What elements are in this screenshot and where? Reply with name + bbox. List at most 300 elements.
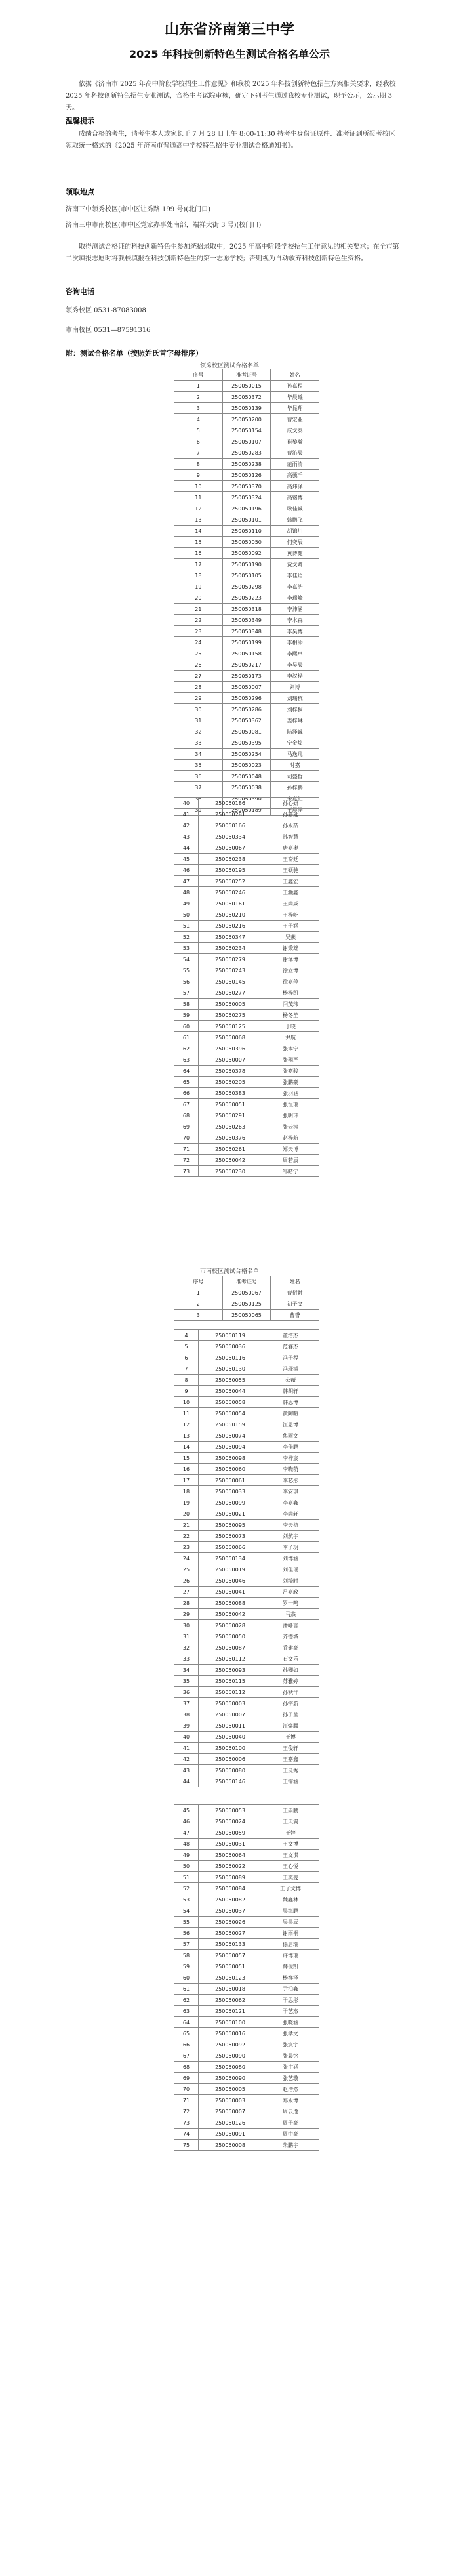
col-header-index: 序号 <box>174 369 223 381</box>
cell-exam-id: 250050060 <box>199 1464 262 1475</box>
table-row <box>174 932 319 943</box>
cell-exam-id: 250050130 <box>199 1363 262 1375</box>
table-row <box>174 1816 319 1827</box>
cell-name: 孙嘉延 <box>262 809 319 820</box>
cell-name: 王霈涵 <box>262 1776 319 1787</box>
cell-index: 5 <box>174 1341 199 1352</box>
table-row <box>174 1553 319 1564</box>
col-header-name: 姓名 <box>271 369 319 381</box>
cell-index: 71 <box>174 1144 199 1155</box>
table-row <box>174 820 319 831</box>
table-row <box>174 1905 319 1917</box>
cell-name: 李熙卓 <box>271 648 319 659</box>
cell-exam-id: 250050254 <box>222 749 271 760</box>
cell-name: 张本宁 <box>262 1043 319 1054</box>
cell-index: 54 <box>174 1905 199 1917</box>
cell-name: 李芯彤 <box>262 1475 319 1486</box>
cell-index: 74 <box>174 2129 199 2140</box>
cell-index: 31 <box>174 1631 199 1642</box>
table-row <box>174 537 319 548</box>
table-row <box>174 854 319 865</box>
cell-index: 29 <box>174 693 223 704</box>
cell-exam-id: 250050238 <box>199 854 262 865</box>
table-row <box>174 1330 319 1341</box>
cell-exam-id: 250050067 <box>199 842 262 854</box>
table-row <box>174 1464 319 1475</box>
cell-name: 杨冬笙 <box>262 1010 319 1021</box>
table-row <box>174 1132 319 1144</box>
cell-name: 刘瑞杭 <box>271 693 319 704</box>
cell-exam-id: 250050298 <box>222 581 271 592</box>
cell-exam-id: 250050068 <box>199 1032 262 1043</box>
cell-index: 20 <box>174 1508 199 1520</box>
table-shinan-part2 <box>174 1329 319 1787</box>
cell-exam-id: 250050037 <box>199 1905 262 1917</box>
cell-exam-id: 250050015 <box>222 381 271 392</box>
cell-exam-id: 250050026 <box>199 1917 262 1928</box>
cell-exam-id: 250050090 <box>199 2073 262 2084</box>
cell-name: 冯子程 <box>262 1352 319 1363</box>
cell-exam-id: 250050217 <box>222 659 271 671</box>
cell-name: 时嘉 <box>271 760 319 771</box>
table-row <box>174 782 319 793</box>
cell-name: 张明玮 <box>262 1110 319 1121</box>
cell-name: 徐启瑞 <box>262 1939 319 1950</box>
cell-name: 孙永喆 <box>262 820 319 831</box>
cell-exam-id: 250050080 <box>199 1765 262 1776</box>
cell-name: 成文泰 <box>271 425 319 436</box>
table-row <box>174 1928 319 1939</box>
table-row <box>174 749 319 760</box>
cell-index: 49 <box>174 898 199 909</box>
cell-index: 41 <box>174 809 199 820</box>
cell-name: 崔黎瀚 <box>271 436 319 447</box>
cell-index: 41 <box>174 1743 199 1754</box>
table-row <box>174 809 319 820</box>
phone-heading: 咨询电话 <box>66 287 94 296</box>
cell-name: 赵浩然 <box>262 2084 319 2095</box>
cell-index: 60 <box>174 1021 199 1032</box>
cell-name: 张晨铭 <box>262 2050 319 2062</box>
table-row <box>174 570 319 581</box>
cell-exam-id: 250050061 <box>199 1475 262 1486</box>
cell-index: 47 <box>174 876 199 887</box>
cell-index: 38 <box>174 793 223 804</box>
cell-exam-id: 250050062 <box>199 1995 262 2006</box>
table-row <box>174 1010 319 1021</box>
cell-exam-id: 250050051 <box>199 1099 262 1110</box>
cell-index: 27 <box>174 671 223 682</box>
cell-exam-id: 250050324 <box>222 492 271 503</box>
cell-exam-id: 250050092 <box>222 548 271 559</box>
cell-exam-id: 250050064 <box>199 1850 262 1861</box>
cell-name: 李梓宸 <box>262 1453 319 1464</box>
cell-index: 10 <box>174 481 223 492</box>
table-row <box>174 842 319 854</box>
cell-exam-id: 250050065 <box>222 1310 271 1321</box>
cell-index: 27 <box>174 1587 199 1598</box>
cell-index: 60 <box>174 1972 199 1984</box>
table-row <box>174 2106 319 2117</box>
cell-name: 王灏鑫 <box>262 887 319 898</box>
cell-index: 36 <box>174 771 223 782</box>
cell-index: 14 <box>174 1442 199 1453</box>
table-row <box>174 2140 319 2151</box>
cell-exam-id: 250050133 <box>199 1939 262 1950</box>
table-row <box>174 1542 319 1553</box>
cell-name: 于艺杰 <box>262 2006 319 2017</box>
cell-exam-id: 250050048 <box>222 771 271 782</box>
cell-index: 56 <box>174 976 199 987</box>
table-row <box>174 1984 319 1995</box>
cell-name: 张宇涵 <box>262 2062 319 2073</box>
cell-name: 王子文博 <box>262 1883 319 1894</box>
cell-exam-id: 250050275 <box>199 1010 262 1021</box>
table-row <box>174 999 319 1010</box>
table-row <box>174 503 319 514</box>
table-row <box>174 1598 319 1609</box>
cell-index: 26 <box>174 659 223 671</box>
table-row <box>174 2028 319 2039</box>
table-row <box>174 2039 319 2050</box>
table-row <box>174 470 319 481</box>
cell-index: 19 <box>174 581 223 592</box>
cell-name: 王子涵 <box>262 921 319 932</box>
table-row <box>174 693 319 704</box>
cell-index: 39 <box>174 804 223 816</box>
cell-index: 52 <box>174 1883 199 1894</box>
cell-index: 17 <box>174 1475 199 1486</box>
table-row <box>174 1631 319 1642</box>
cell-name: 王裔廷 <box>262 854 319 865</box>
cell-name: 赵梓航 <box>262 1132 319 1144</box>
cell-name: 孙子莹 <box>262 1709 319 1720</box>
cell-index: 28 <box>174 1598 199 1609</box>
cell-index: 1 <box>174 1287 223 1298</box>
cell-index: 9 <box>174 470 223 481</box>
table-row <box>174 1110 319 1121</box>
cell-name: 乔建豪 <box>262 1642 319 1653</box>
cell-exam-id: 250050234 <box>199 943 262 954</box>
col-header-exam-id: 准考证号 <box>222 1276 271 1287</box>
cell-exam-id: 250050107 <box>222 436 271 447</box>
cell-index: 26 <box>174 1575 199 1587</box>
table-row <box>174 615 319 626</box>
cell-exam-id: 250050067 <box>222 1287 271 1298</box>
cell-name: 吴昊辰 <box>262 1917 319 1928</box>
table-row <box>174 704 319 715</box>
table-row <box>174 1850 319 1861</box>
cell-name: 毕晨曦 <box>271 392 319 403</box>
table-row <box>174 1917 319 1928</box>
cell-name: 张晓涵 <box>262 2017 319 2028</box>
table-row <box>174 1408 319 1419</box>
table-row <box>174 1419 319 1430</box>
cell-index: 64 <box>174 1066 199 1077</box>
cell-exam-id: 250050161 <box>199 898 262 909</box>
cell-name: 王硕驰 <box>262 865 319 876</box>
cell-exam-id: 250050051 <box>199 1961 262 1972</box>
notice-heading: 温馨提示 <box>66 117 94 125</box>
table-row <box>174 1894 319 1905</box>
cell-exam-id: 250050101 <box>222 514 271 526</box>
cell-name: 罗一鸣 <box>262 1598 319 1609</box>
cell-index: 40 <box>174 798 199 809</box>
cell-name: 杨梓凯 <box>262 987 319 999</box>
cell-exam-id: 250050154 <box>222 425 271 436</box>
table-row <box>174 1972 319 1984</box>
cell-exam-id: 250050279 <box>199 954 262 965</box>
cell-index: 12 <box>174 503 223 514</box>
cell-name: 刘航宇 <box>262 1531 319 1542</box>
cell-index: 73 <box>174 1166 199 1177</box>
cell-index: 11 <box>174 1408 199 1419</box>
cell-exam-id: 250050054 <box>199 1408 262 1419</box>
cell-index: 22 <box>174 615 223 626</box>
cell-exam-id: 250050159 <box>199 1419 262 1430</box>
cell-exam-id: 250050115 <box>199 1676 262 1687</box>
cell-name: 刘佳瑶 <box>262 1564 319 1575</box>
table-row <box>174 1720 319 1732</box>
cell-exam-id: 250050362 <box>222 715 271 726</box>
cell-name: 马逸凡 <box>271 749 319 760</box>
cell-name: 徐立博 <box>262 965 319 976</box>
cell-name: 公薇 <box>262 1375 319 1386</box>
cell-exam-id: 250050007 <box>199 1709 262 1720</box>
table-row <box>174 2117 319 2129</box>
cell-exam-id: 250050126 <box>199 2117 262 2129</box>
cell-exam-id: 250050095 <box>199 1520 262 1531</box>
table-row <box>174 1665 319 1676</box>
table-lingxiu-part1 <box>174 369 319 816</box>
cell-exam-id: 250050173 <box>222 671 271 682</box>
cell-exam-id: 250050186 <box>199 798 262 809</box>
table-row <box>174 671 319 682</box>
cell-index: 33 <box>174 1653 199 1665</box>
phone-number-1: 领秀校区 0531-87083008 <box>66 307 146 314</box>
cell-exam-id: 250050066 <box>199 1542 262 1553</box>
table-row <box>174 559 319 570</box>
cell-exam-id: 250050098 <box>199 1453 262 1464</box>
table-row <box>174 1827 319 1839</box>
table-row <box>174 459 319 470</box>
cell-exam-id: 250050059 <box>199 1827 262 1839</box>
table-row <box>174 1497 319 1508</box>
cell-exam-id: 250050007 <box>199 2106 262 2117</box>
cell-index: 65 <box>174 1077 199 1088</box>
cell-index: 32 <box>174 726 223 737</box>
cell-name: 李天杭 <box>262 1520 319 1531</box>
cell-index: 7 <box>174 447 223 459</box>
cell-index: 10 <box>174 1397 199 1408</box>
table-row <box>174 492 319 503</box>
cell-name: 徐嘉萍 <box>262 976 319 987</box>
cell-index: 71 <box>174 2095 199 2106</box>
cell-index: 50 <box>174 1861 199 1872</box>
cell-index: 39 <box>174 1720 199 1732</box>
cell-name: 黄博健 <box>271 548 319 559</box>
cell-name: 韩鹏飞 <box>271 514 319 526</box>
cell-exam-id: 250050125 <box>199 1021 262 1032</box>
table-row <box>174 1531 319 1542</box>
cell-exam-id: 250050281 <box>199 809 262 820</box>
cell-index: 18 <box>174 570 223 581</box>
cell-exam-id: 250050134 <box>199 1553 262 1564</box>
table-row <box>174 1609 319 1620</box>
cell-name: 谢泽博 <box>262 954 319 965</box>
cell-index: 8 <box>174 459 223 470</box>
cell-name: 贾文卿 <box>271 559 319 570</box>
cell-index: 9 <box>174 1386 199 1397</box>
table-row <box>174 1687 319 1698</box>
cell-index: 11 <box>174 492 223 503</box>
cell-index: 72 <box>174 2106 199 2117</box>
cell-name: 孙智慧 <box>262 831 319 842</box>
cell-name: 王崇鹏 <box>262 1805 319 1816</box>
cell-name: 刘漪时 <box>262 1575 319 1587</box>
cell-exam-id: 250050121 <box>199 2006 262 2017</box>
table-row <box>174 514 319 526</box>
table-row <box>174 592 319 604</box>
cell-exam-id: 250050230 <box>199 1166 262 1177</box>
table-row <box>174 1088 319 1099</box>
cell-index: 42 <box>174 1754 199 1765</box>
table-row <box>174 976 319 987</box>
cell-index: 46 <box>174 865 199 876</box>
cell-name: 王天翼 <box>262 1816 319 1827</box>
cell-exam-id: 250050088 <box>199 1598 262 1609</box>
cell-exam-id: 250050024 <box>199 1816 262 1827</box>
cell-exam-id: 250050291 <box>199 1110 262 1121</box>
cell-exam-id: 250050005 <box>199 999 262 1010</box>
cell-index: 43 <box>174 1765 199 1776</box>
cell-name: 魏鑫林 <box>262 1894 319 1905</box>
table-row <box>174 865 319 876</box>
cell-exam-id: 250050116 <box>199 1352 262 1363</box>
cell-exam-id: 250050146 <box>199 1776 262 1787</box>
cell-name: 王晨泽 <box>271 804 319 816</box>
cell-name: 孙心妍 <box>262 798 319 809</box>
table-row <box>174 965 319 976</box>
cell-exam-id: 250050080 <box>199 2062 262 2073</box>
cell-index: 68 <box>174 1110 199 1121</box>
cell-name: 高铭博 <box>271 492 319 503</box>
cell-name: 谢秉雄 <box>262 943 319 954</box>
cell-name: 苏雅婷 <box>262 1676 319 1687</box>
table-row <box>174 1287 319 1298</box>
cell-exam-id: 250050216 <box>199 921 262 932</box>
cell-exam-id: 250050044 <box>199 1386 262 1397</box>
table-row <box>174 1310 319 1321</box>
cell-name: 曹誉 <box>271 1310 319 1321</box>
cell-index: 35 <box>174 760 223 771</box>
cell-index: 31 <box>174 715 223 726</box>
cell-name: 杨祥泽 <box>262 1972 319 1984</box>
cell-index: 33 <box>174 737 223 749</box>
cell-name: 初子文 <box>271 1298 319 1310</box>
cell-exam-id: 250050348 <box>222 626 271 637</box>
cell-index: 13 <box>174 514 223 526</box>
cell-name: 张孝文 <box>262 2028 319 2039</box>
table-row <box>174 726 319 737</box>
cell-index: 13 <box>174 1430 199 1442</box>
cell-name: 朱鹏宇 <box>262 2140 319 2151</box>
cell-exam-id: 250050283 <box>222 447 271 459</box>
cell-index: 17 <box>174 559 223 570</box>
page-subtitle: 2025 年科技创新特色生测试合格名单公示 <box>129 48 330 60</box>
col-header-exam-id: 准考证号 <box>222 369 271 381</box>
cell-exam-id: 250050055 <box>199 1375 262 1386</box>
cell-index: 30 <box>174 704 223 715</box>
table-row <box>174 1099 319 1110</box>
table-row <box>174 1166 319 1177</box>
cell-exam-id: 250050019 <box>199 1564 262 1575</box>
cell-name: 孙嘉程 <box>271 381 319 392</box>
cell-index: 34 <box>174 1665 199 1676</box>
cell-index: 37 <box>174 782 223 793</box>
cell-index: 63 <box>174 2006 199 2017</box>
cell-index: 67 <box>174 2050 199 2062</box>
table-row <box>174 626 319 637</box>
table-row <box>174 737 319 749</box>
table-caption-lingxiu: 领秀校区测试合格名单 <box>199 363 259 369</box>
cell-exam-id: 250050238 <box>222 459 271 470</box>
table-row <box>174 659 319 671</box>
cell-name: 胡锦川 <box>271 526 319 537</box>
table-row <box>174 436 319 447</box>
cell-exam-id: 250050050 <box>199 1631 262 1642</box>
cell-index: 30 <box>174 1620 199 1631</box>
cell-index: 61 <box>174 1984 199 1995</box>
cell-index: 29 <box>174 1609 199 1620</box>
cell-index: 34 <box>174 749 223 760</box>
cell-exam-id: 250050189 <box>222 804 271 816</box>
cell-name: 李木森 <box>271 615 319 626</box>
table-row <box>174 1961 319 1972</box>
table-row <box>174 1375 319 1386</box>
cell-index: 44 <box>174 1776 199 1787</box>
cell-name: 邹皓宁 <box>262 1166 319 1177</box>
table-row <box>174 1298 319 1310</box>
cell-name: 李昊博 <box>271 626 319 637</box>
cell-name: 范睿杰 <box>262 1341 319 1352</box>
cell-index: 54 <box>174 954 199 965</box>
cell-index: 2 <box>174 1298 223 1310</box>
cell-index: 57 <box>174 987 199 999</box>
cell-index: 66 <box>174 2039 199 2050</box>
cell-index: 56 <box>174 1928 199 1939</box>
table-row <box>174 715 319 726</box>
table-row <box>174 2084 319 2095</box>
cell-name: 郑天博 <box>262 1144 319 1155</box>
cell-name: 董浩杰 <box>262 1330 319 1341</box>
cell-index: 62 <box>174 1995 199 2006</box>
table-row <box>174 637 319 648</box>
cell-index: 69 <box>174 2073 199 2084</box>
cell-index: 14 <box>174 526 223 537</box>
eligibility-paragraph: 取得测试合格证的科技创新特色生参加统招录取中，2025 年高中阶段学校招生工作意见的相关要求；在全市第二次填报志愿时将我校填报在科技创新特色生的第一志愿学校；否则视为自动放弃科技创新特色生资格。 <box>66 243 399 262</box>
cell-index: 37 <box>174 1698 199 1709</box>
table-row <box>174 1995 319 2006</box>
cell-name: 王梓屹 <box>262 909 319 921</box>
cell-name: 张艺璇 <box>262 2073 319 2084</box>
cell-index: 20 <box>174 592 223 604</box>
cell-index: 61 <box>174 1032 199 1043</box>
cell-name: 王奕斐 <box>262 1872 319 1883</box>
cell-name: 何奕辰 <box>271 537 319 548</box>
cell-exam-id: 250050011 <box>199 1720 262 1732</box>
cell-name: 宁金煌 <box>271 737 319 749</box>
